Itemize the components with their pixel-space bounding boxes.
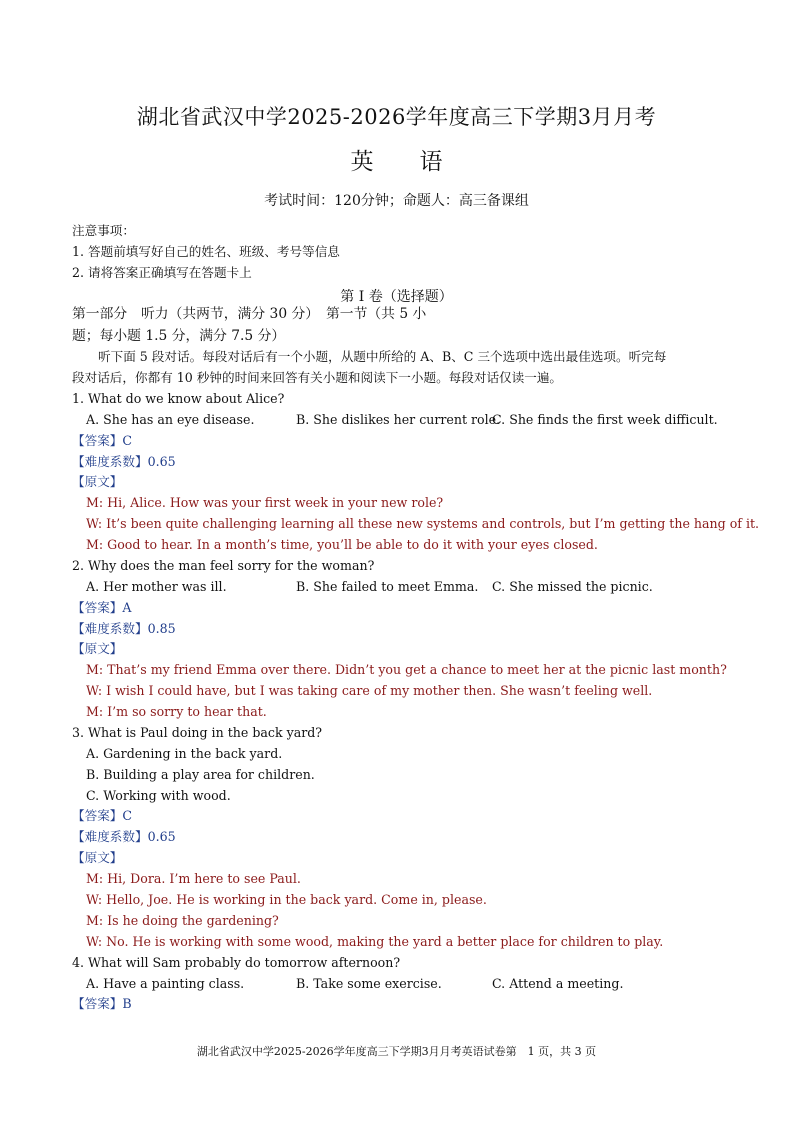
question-stem: 3. What is Paul doing in the back yard? <box>72 725 323 740</box>
option-a: A. Her mother was ill. <box>86 579 227 594</box>
option-a: A. Have a painting class. <box>86 976 245 991</box>
difficulty: 【难度系数】0.85 <box>72 621 176 636</box>
option-c: C. Attend a meeting. <box>492 976 624 991</box>
transcript-line: M: Hi, Alice. How was your first week in your new role? <box>86 495 444 510</box>
subject-title <box>0 143 793 176</box>
option-a: A. She has an eye disease. <box>86 412 255 427</box>
part-heading: 第一部分 听力（共两节，满分 30 分） 第一节（共 5 小 <box>72 306 427 322</box>
difficulty: 【难度系数】0.65 <box>72 829 176 844</box>
option-a: A. Gardening in the back yard. <box>86 746 283 761</box>
option-c: C. Working with wood. <box>86 788 231 803</box>
directions: 听下面 5 段对话。每段对话后有一个小题，从题中所给的 A、B、C 三个选项中选出最佳选项。听完每 <box>98 349 667 364</box>
notice-heading: 注意事项： <box>72 223 135 238</box>
transcript-line: W: I wish I could have, but I was taking care of my mother then. She wasn’t feeling well. <box>86 683 653 698</box>
difficulty: 【难度系数】0.65 <box>72 454 176 469</box>
question-stem: 1. What do we know about Alice? <box>72 391 285 406</box>
transcript-label: 【原文】 <box>72 641 123 656</box>
notice-item: 2. 请将答案正确填写在答题卡上 <box>72 265 252 280</box>
directions-cont: 段对话后，你都有 10 秒钟的时间来回答有关小题和阅读下一小题。每段对话仅读一遍。 <box>72 370 563 385</box>
question-stem: 2. Why does the man feel sorry for the woman? <box>72 558 375 573</box>
transcript-line: W: No. He is working with some wood, making the yard a better place for children to play. <box>86 934 664 949</box>
part-heading-cont: 题；每小题 1.5 分，满分 7.5 分） <box>72 328 286 344</box>
volume-title: 第 I 卷（选择题） <box>340 289 453 305</box>
transcript-line: W: It’s been quite challenging learning all these new systems and controls, but I’m getting the hang of it. <box>86 516 760 531</box>
answer: 【答案】B <box>72 996 132 1011</box>
subject-char-1: 英 <box>350 149 374 175</box>
option-b: B. Building a play area for children. <box>86 767 315 782</box>
transcript-line: M: Is he doing the gardening? <box>86 913 279 928</box>
transcript-line: W: Hello, Joe. He is working in the back yard. Come in, please. <box>86 892 487 907</box>
exam-title: 湖北省武汉中学2025-2026学年度高三下学期3月月考 <box>136 105 657 129</box>
transcript-line: M: That’s my friend Emma over there. Didn’t you get a chance to meet her at the picnic last month? <box>86 662 727 677</box>
transcript-label: 【原文】 <box>72 850 123 865</box>
option-b: B. She dislikes her current role. <box>296 412 501 427</box>
page-footer: 湖北省武汉中学2025-2026学年度高三下学期3月月考英语试卷第 1 页，共 3 页 <box>196 1045 597 1058</box>
option-c: C. She missed the picnic. <box>492 579 653 594</box>
option-b: B. Take some exercise. <box>296 976 442 991</box>
subject-char-2: 语 <box>419 149 443 175</box>
exam-info: 考试时间：120分钟；命题人：高三备课组 <box>264 193 529 209</box>
transcript-line: M: Hi, Dora. I’m here to see Paul. <box>86 871 301 886</box>
answer: 【答案】C <box>72 808 133 823</box>
transcript-label: 【原文】 <box>72 474 123 489</box>
answer: 【答案】A <box>72 600 132 615</box>
question-stem: 4. What will Sam probably do tomorrow afternoon? <box>72 955 401 970</box>
transcript-line: M: Good to hear. In a month’s time, you’ll be able to do it with your eyes closed. <box>86 537 598 552</box>
transcript-line: M: I’m so sorry to hear that. <box>86 704 267 719</box>
notice-item: 1. 答题前填写好自己的姓名、班级、考号等信息 <box>72 244 340 259</box>
option-c: C. She finds the first week difficult. <box>492 412 718 427</box>
answer: 【答案】C <box>72 433 133 448</box>
option-b: B. She failed to meet Emma. <box>296 579 479 594</box>
